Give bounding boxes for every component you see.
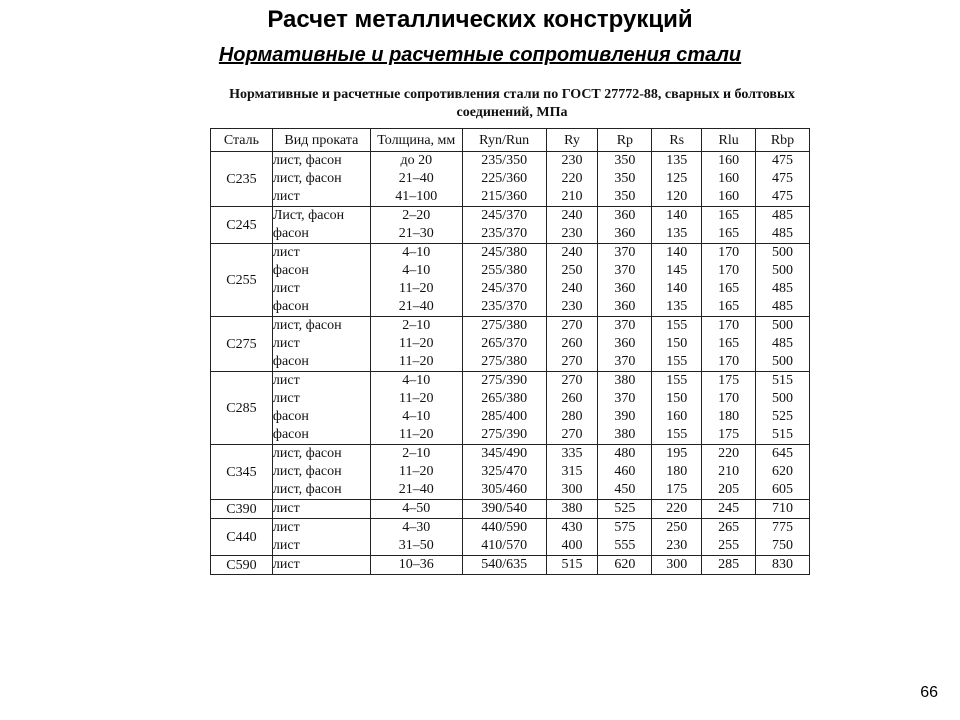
ryn-run-value: 245/380 (481, 245, 528, 260)
table-row-group (211, 207, 810, 244)
ry-cell (546, 207, 598, 244)
rs-value: 120 (666, 189, 688, 204)
product-type-cell (272, 445, 370, 500)
product-type-cell (272, 519, 370, 556)
thickness-value: 21–40 (398, 171, 434, 186)
rp-cell (598, 519, 652, 556)
thickness-value: 2–10 (402, 446, 431, 461)
rlu-value: 165 (718, 299, 740, 314)
thickness-cell (370, 244, 462, 317)
rbp-value: 485 (772, 299, 794, 314)
table-row-group (211, 317, 810, 372)
rlu-value: 255 (718, 538, 740, 553)
product-type-value: фасон (272, 354, 309, 369)
rp-cell (598, 500, 652, 519)
rp-value: 370 (614, 354, 636, 369)
product-type-value: лист (272, 281, 300, 296)
table-row-group (211, 500, 810, 519)
rp-value: 370 (614, 263, 636, 278)
ryn-run-value: 265/380 (481, 391, 528, 406)
rbp-value: 485 (772, 226, 794, 241)
rs-value: 195 (666, 446, 688, 461)
ryn-run-value: 325/470 (481, 464, 528, 479)
thickness-value: 11–20 (399, 354, 434, 369)
rs-value: 155 (666, 318, 688, 333)
ry-cell (546, 500, 598, 519)
ryn-run-cell (462, 207, 546, 244)
rlu-value: 175 (718, 427, 740, 442)
rp-value: 350 (614, 189, 636, 204)
ry-value: 260 (561, 336, 583, 351)
rs-value: 230 (666, 538, 688, 553)
rs-value: 155 (666, 354, 688, 369)
rp-value: 555 (614, 538, 636, 553)
ryn-run-value: 215/360 (481, 189, 528, 204)
rbp-value: 515 (772, 373, 794, 388)
rbp-value: 475 (772, 171, 794, 186)
ryn-run-value: 265/370 (481, 336, 528, 351)
ry-value: 515 (561, 557, 583, 572)
thickness-value: 41–100 (395, 189, 438, 204)
rlu-cell (702, 152, 756, 207)
rp-cell (598, 244, 652, 317)
rbp-value: 485 (772, 336, 794, 351)
rbp-value: 525 (772, 409, 794, 424)
rlu-cell (702, 556, 756, 575)
rs-value: 140 (666, 281, 688, 296)
thickness-value: 4–10 (402, 263, 431, 278)
rbp-value: 500 (772, 391, 794, 406)
header-rp: Rp (598, 129, 652, 152)
ryn-run-cell (462, 317, 546, 372)
product-type-value: Лист, фасон (272, 208, 345, 223)
thickness-value: 11–20 (399, 427, 434, 442)
rs-value: 175 (666, 482, 688, 497)
rbp-cell (756, 445, 810, 500)
rlu-value: 160 (718, 189, 740, 204)
rlu-value: 165 (718, 336, 740, 351)
rlu-value: 170 (718, 391, 740, 406)
rlu-value: 180 (718, 409, 740, 424)
header-rlu: Rlu (702, 129, 756, 152)
rbp-value: 475 (772, 189, 794, 204)
ry-value: 240 (561, 208, 583, 223)
ryn-run-value: 255/380 (481, 263, 528, 278)
table-row-group (211, 445, 810, 500)
rbp-value: 775 (772, 520, 794, 535)
rp-cell (598, 207, 652, 244)
rs-cell (652, 445, 702, 500)
rp-value: 370 (614, 391, 636, 406)
ry-value: 270 (561, 354, 583, 369)
rs-value: 135 (666, 226, 688, 241)
product-type-cell (272, 556, 370, 575)
rs-value: 150 (666, 391, 688, 406)
rs-value: 220 (666, 501, 688, 516)
rlu-cell (702, 317, 756, 372)
rs-value: 250 (666, 520, 688, 535)
header-ryn-run: Ryn/Run (462, 129, 546, 152)
thickness-cell (370, 500, 462, 519)
rp-value: 575 (614, 520, 636, 535)
thickness-cell (370, 317, 462, 372)
rp-cell (598, 317, 652, 372)
rs-value: 155 (666, 373, 688, 388)
ry-value: 270 (561, 318, 583, 333)
thickness-cell (370, 207, 462, 244)
rs-value: 160 (666, 409, 688, 424)
rs-cell (652, 244, 702, 317)
rbp-value: 500 (772, 245, 794, 260)
rlu-cell (702, 445, 756, 500)
product-type-value: фасон (272, 427, 309, 442)
ry-value: 430 (561, 520, 583, 535)
rbp-value: 485 (772, 281, 794, 296)
product-type-value: лист (272, 520, 300, 535)
ryn-run-value: 540/635 (481, 557, 528, 572)
ryn-run-value: 410/570 (481, 538, 528, 553)
ry-value: 380 (561, 501, 583, 516)
product-type-value: лист (272, 391, 300, 406)
header-rbp: Rbp (756, 129, 810, 152)
rp-cell (598, 372, 652, 445)
rbp-value: 485 (772, 208, 794, 223)
thickness-cell (370, 152, 462, 207)
rp-value: 360 (614, 299, 636, 314)
ry-value: 280 (561, 409, 583, 424)
thickness-cell (370, 519, 462, 556)
thickness-value: 10–36 (398, 557, 434, 572)
ry-value: 400 (561, 538, 583, 553)
header-rs: Rs (652, 129, 702, 152)
product-type-value: лист (272, 336, 300, 351)
rbp-value: 500 (772, 354, 794, 369)
ry-value: 270 (561, 373, 583, 388)
ry-value: 230 (561, 226, 583, 241)
thickness-value: 11–20 (399, 336, 434, 351)
rbp-cell (756, 500, 810, 519)
product-type-cell (272, 500, 370, 519)
thickness-value: 4–10 (402, 373, 431, 388)
ryn-run-value: 440/590 (481, 520, 528, 535)
rp-cell (598, 152, 652, 207)
thickness-value: 31–50 (398, 538, 434, 553)
rs-value: 135 (666, 153, 688, 168)
scanned-table-image (210, 86, 814, 575)
rp-value: 350 (614, 171, 636, 186)
rlu-value: 205 (718, 482, 740, 497)
rlu-cell (702, 244, 756, 317)
product-type-cell (272, 317, 370, 372)
header-ry: Ry (546, 129, 598, 152)
steel-grade-cell: С440 (211, 519, 273, 556)
rlu-value: 165 (718, 208, 740, 223)
steel-grade-cell: С275 (211, 317, 273, 372)
steel-grade-cell: С245 (211, 207, 273, 244)
rlu-value: 285 (718, 557, 740, 572)
rlu-value: 165 (718, 226, 740, 241)
rp-cell (598, 445, 652, 500)
thickness-value: до 20 (400, 153, 433, 168)
ry-value: 300 (561, 482, 583, 497)
ry-cell (546, 556, 598, 575)
ry-value: 240 (561, 281, 583, 296)
thickness-value: 21–40 (398, 299, 434, 314)
rs-value: 145 (666, 263, 688, 278)
ry-cell (546, 519, 598, 556)
ry-cell (546, 244, 598, 317)
thickness-value: 21–40 (398, 482, 434, 497)
ry-value: 210 (561, 189, 583, 204)
rlu-value: 170 (718, 354, 740, 369)
rp-value: 480 (614, 446, 636, 461)
rlu-cell (702, 519, 756, 556)
rp-value: 390 (614, 409, 636, 424)
ry-value: 240 (561, 245, 583, 260)
rp-value: 360 (614, 208, 636, 223)
product-type-value: лист, фасон (272, 446, 342, 461)
thickness-value: 4–50 (402, 501, 431, 516)
steel-grade-cell: С390 (211, 500, 273, 519)
rlu-value: 165 (718, 281, 740, 296)
product-type-value: лист (272, 557, 300, 572)
header-thickness: Толщина, мм (370, 129, 462, 152)
rlu-cell (702, 500, 756, 519)
thickness-cell (370, 445, 462, 500)
rbp-cell (756, 244, 810, 317)
rp-value: 525 (614, 501, 636, 516)
ryn-run-value: 275/390 (481, 427, 528, 442)
ryn-run-value: 235/370 (481, 299, 528, 314)
rbp-value: 645 (772, 446, 794, 461)
rp-value: 370 (614, 245, 636, 260)
steel-grade-cell: С590 (211, 556, 273, 575)
rp-value: 360 (614, 336, 636, 351)
product-type-value: лист (272, 245, 300, 260)
rs-value: 150 (666, 336, 688, 351)
table-row-group (211, 244, 810, 317)
ryn-run-cell (462, 244, 546, 317)
table-row-group (211, 556, 810, 575)
product-type-value: фасон (272, 409, 309, 424)
rp-value: 620 (614, 557, 636, 572)
rbp-cell (756, 317, 810, 372)
product-type-cell (272, 152, 370, 207)
ryn-run-value: 275/390 (481, 373, 528, 388)
ryn-run-value: 305/460 (481, 482, 528, 497)
steel-grade-cell: С255 (211, 244, 273, 317)
product-type-value: лист, фасон (272, 171, 342, 186)
rbp-value: 475 (772, 153, 794, 168)
rbp-value: 750 (772, 538, 794, 553)
ryn-run-value: 345/490 (481, 446, 528, 461)
ryn-run-cell (462, 556, 546, 575)
rbp-cell (756, 152, 810, 207)
rlu-value: 265 (718, 520, 740, 535)
ryn-run-cell (462, 372, 546, 445)
ry-value: 250 (561, 263, 583, 278)
table-row-group (211, 372, 810, 445)
product-type-cell (272, 244, 370, 317)
steel-grade-cell: С235 (211, 152, 273, 207)
rs-cell (652, 372, 702, 445)
thickness-cell (370, 372, 462, 445)
rs-cell (652, 519, 702, 556)
ryn-run-value: 245/370 (481, 281, 528, 296)
ryn-run-value: 235/350 (481, 153, 528, 168)
ry-value: 260 (561, 391, 583, 406)
rs-value: 140 (666, 208, 688, 223)
table-row-group (211, 152, 810, 207)
rp-value: 380 (614, 427, 636, 442)
ryn-run-value: 235/370 (481, 226, 528, 241)
rbp-value: 500 (772, 263, 794, 278)
ry-cell (546, 445, 598, 500)
rbp-cell (756, 372, 810, 445)
thickness-value: 4–30 (402, 520, 431, 535)
rbp-cell (756, 556, 810, 575)
product-type-value: лист, фасон (272, 482, 342, 497)
rbp-value: 500 (772, 318, 794, 333)
rlu-value: 170 (718, 263, 740, 278)
rs-value: 125 (666, 171, 688, 186)
thickness-value: 4–10 (402, 409, 431, 424)
ry-value: 230 (561, 299, 583, 314)
table-row-group (211, 519, 810, 556)
rs-value: 180 (666, 464, 688, 479)
rbp-value: 710 (772, 501, 794, 516)
ryn-run-cell (462, 500, 546, 519)
rlu-value: 170 (718, 245, 740, 260)
product-type-cell (272, 372, 370, 445)
rs-value: 135 (666, 299, 688, 314)
ry-value: 335 (561, 446, 583, 461)
product-type-value: лист (272, 373, 300, 388)
rlu-value: 160 (718, 153, 740, 168)
ry-value: 270 (561, 427, 583, 442)
thickness-cell (370, 556, 462, 575)
ryn-run-cell (462, 519, 546, 556)
ry-cell (546, 152, 598, 207)
rlu-value: 220 (718, 446, 740, 461)
product-type-value: фасон (272, 226, 309, 241)
rp-value: 360 (614, 281, 636, 296)
rlu-value: 170 (718, 318, 740, 333)
page-number: 66 (920, 684, 938, 701)
rs-value: 155 (666, 427, 688, 442)
rs-value: 140 (666, 245, 688, 260)
rs-cell (652, 207, 702, 244)
thickness-value: 11–20 (399, 464, 434, 479)
ry-value: 315 (561, 464, 583, 479)
rbp-cell (756, 207, 810, 244)
thickness-value: 2–20 (402, 208, 431, 223)
rp-value: 350 (614, 153, 636, 168)
ryn-run-value: 275/380 (481, 318, 528, 333)
rs-cell (652, 556, 702, 575)
rs-cell (652, 152, 702, 207)
product-type-value: фасон (272, 263, 309, 278)
product-type-value: фасон (272, 299, 309, 314)
rbp-cell (756, 519, 810, 556)
rp-value: 460 (614, 464, 636, 479)
thickness-value: 2–10 (402, 318, 431, 333)
ryn-run-cell (462, 445, 546, 500)
ryn-run-value: 225/360 (481, 171, 528, 186)
thickness-value: 11–20 (399, 281, 434, 296)
ryn-run-value: 390/540 (481, 501, 528, 516)
header-product-type: Вид проката (272, 129, 370, 152)
ryn-run-value: 275/380 (481, 354, 528, 369)
product-type-value: лист (272, 538, 300, 553)
ry-cell (546, 372, 598, 445)
product-type-value: лист (272, 189, 300, 204)
rlu-value: 210 (718, 464, 740, 479)
ryn-run-value: 285/400 (481, 409, 528, 424)
rbp-value: 515 (772, 427, 794, 442)
product-type-cell (272, 207, 370, 244)
product-type-value: лист, фасон (272, 318, 342, 333)
ry-value: 220 (561, 171, 583, 186)
rp-value: 360 (614, 226, 636, 241)
rs-cell (652, 500, 702, 519)
thickness-value: 11–20 (399, 391, 434, 406)
thickness-value: 4–10 (402, 245, 431, 260)
rlu-value: 175 (718, 373, 740, 388)
rbp-value: 605 (772, 482, 794, 497)
rlu-value: 245 (718, 501, 740, 516)
rlu-value: 160 (718, 171, 740, 186)
table-header-row (211, 129, 810, 152)
rp-cell (598, 556, 652, 575)
product-type-value: лист, фасон (272, 464, 342, 479)
steel-grade-cell: С345 (211, 445, 273, 500)
rp-value: 370 (614, 318, 636, 333)
thickness-value: 21–30 (398, 226, 434, 241)
ryn-run-value: 245/370 (481, 208, 528, 223)
product-type-value: лист, фасон (272, 153, 342, 168)
steel-grade-cell: С285 (211, 372, 273, 445)
ryn-run-cell (462, 152, 546, 207)
rlu-cell (702, 207, 756, 244)
rbp-value: 830 (772, 557, 794, 572)
ry-cell (546, 317, 598, 372)
ry-value: 230 (561, 153, 583, 168)
table-caption: Нормативные и расчетные сопротивления стали по ГОСТ 27772-88, сварных и болтовых соединений, МПа (229, 87, 795, 120)
product-type-value: лист (272, 501, 300, 516)
steel-resistance-table (210, 128, 810, 575)
rp-value: 450 (614, 482, 636, 497)
rbp-value: 620 (772, 464, 794, 479)
rp-value: 380 (614, 373, 636, 388)
table-body (211, 152, 810, 575)
rlu-cell (702, 372, 756, 445)
slide-title: Расчет металлических конструкций (267, 6, 693, 33)
rs-cell (652, 317, 702, 372)
header-steel: Сталь (211, 129, 273, 152)
slide-subtitle: Нормативные и расчетные сопротивления стали (218, 44, 742, 66)
rs-value: 300 (666, 557, 688, 572)
